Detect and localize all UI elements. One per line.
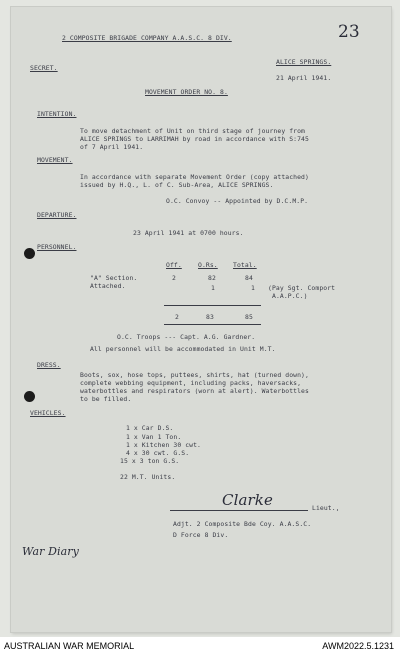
dress-line-3: waterbottles and respirators (worn at alert). Waterbottles [80,387,309,395]
table-total: 2 [175,313,179,321]
intention-line-3: of 7 April 1941. [80,143,144,151]
table-row-label: Attached. [90,282,126,290]
table-cell: 2 [172,274,176,282]
movement-line-1: In accordance with separate Movement Order (copy attached) [80,173,309,181]
order-date: 21 April 1941. [276,74,332,82]
movement-line-2: issued by H.Q., L. of C. Sub-Area, ALICE SPRINGS. [80,181,274,189]
dress-line-4: to be filled. [80,395,132,403]
table-total: 83 [206,313,214,321]
departure-line: 23 April 1941 at 0700 hours. [133,229,244,237]
handwritten-signature: Clarke [222,491,273,509]
convoy-line: O.C. Convoy -- Appointed by D.C.M.P. [166,197,309,205]
personnel-heading: PERSONNEL. [37,243,77,251]
table-header-total: Total. [233,261,257,269]
vehicle-line: 1 x Kitchen 30 cwt. [126,441,202,449]
table-cell: 84 [245,274,253,282]
footer-institution: AUSTRALIAN WAR MEMORIAL [4,641,135,651]
page-number: 23 [338,22,360,42]
punch-hole-bottom [24,391,35,402]
signature-force: D Force 8 Div. [173,531,229,539]
vehicle-line: 1 x Car D.S. [126,424,174,432]
punch-hole-top [24,248,35,259]
table-row-label: "A" Section. [90,274,138,282]
war-diary-annotation: War Diary [22,545,79,558]
table-note: A.A.P.C.) [272,292,308,300]
table-total-rule-bottom [164,324,261,325]
signature-appointment: Adjt. 2 Composite Bde Coy. A.A.S.C. [173,520,312,528]
oc-troops-line: O.C. Troops --- Capt. A.G. Gardner. [117,333,256,341]
intention-line-2: ALICE SPRINGS to LARRIMAH by road in accordance with S:745 [80,135,309,143]
dress-line-2: complete webbing equipment, including packs, haversacks, [80,379,302,387]
signature-rank: Lieut., [312,504,340,512]
vehicles-total: 22 M.T. Units. [120,473,176,481]
document-title: MOVEMENT ORDER NO. 8. [145,88,228,96]
table-total-rule-top [164,305,261,306]
vehicle-line: 4 x 30 cwt. G.S. [126,449,190,457]
table-header-off: Off. [166,261,182,269]
accommodation-line: All personnel will be accommodated in Unit M.T. [90,345,276,353]
movement-heading: MOVEMENT. [37,156,73,164]
table-cell: 82 [208,274,216,282]
place: ALICE SPRINGS. [276,58,332,66]
table-cell: 1 [211,284,215,292]
departure-heading: DEPARTURE. [37,211,77,219]
vehicles-heading: VEHICLES. [30,409,66,417]
intention-line-1: To move detachment of Unit on third stage of journey from [80,127,306,135]
unit-heading: 2 COMPOSITE BRIGADE COMPANY A.A.S.C. 8 DIV. [62,34,232,42]
footer-reference: AWM2022.5.1231 [322,641,394,651]
vehicle-line: 15 x 3 ton G.S. [120,457,180,465]
archive-footer [0,637,400,653]
table-header-ors: O.Rs. [198,261,218,269]
table-cell: 1 [251,284,255,292]
table-total: 85 [245,313,253,321]
vehicle-line: 1 x Van 1 Ton. [126,433,182,441]
dress-line-1: Boots, sox, hose tops, puttees, shirts, hat (turned down), [80,371,309,379]
classification: SECRET. [30,64,58,72]
signature-line [170,510,308,511]
table-note: (Pay Sgt. Comport [268,284,336,292]
intention-heading: INTENTION. [37,110,77,118]
dress-heading: DRESS. [37,361,61,369]
